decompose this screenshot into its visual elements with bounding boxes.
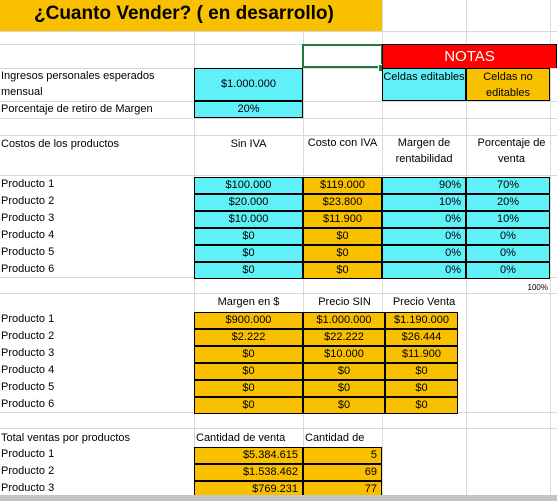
product-label: Producto 4	[1, 364, 55, 376]
margin-cell[interactable]: 0%	[382, 262, 466, 279]
margin-cell[interactable]: 10%	[382, 194, 466, 211]
margin-pesos-cell[interactable]: $900.000	[194, 312, 303, 329]
price-venta-cell[interactable]: $0	[385, 363, 458, 380]
selected-cell[interactable]	[302, 44, 383, 68]
margin-cell[interactable]: 90%	[382, 177, 466, 194]
product-label: Producto 3	[1, 347, 55, 359]
product-label: Producto 5	[1, 381, 55, 393]
margin-cell[interactable]: 0%	[382, 245, 466, 262]
sales-total-cell[interactable]: $769.231	[194, 481, 303, 498]
product-label: Producto 1	[1, 178, 55, 190]
header-precio-venta: Precio Venta	[392, 296, 456, 308]
sales-percent-cell[interactable]: 20%	[466, 194, 550, 211]
price-sin-cell[interactable]: $0	[303, 363, 385, 380]
price-sin-cell[interactable]: $10.000	[303, 346, 385, 363]
horizontal-scrollbar[interactable]	[0, 495, 557, 501]
cost-con-iva-cell[interactable]: $0	[303, 262, 382, 279]
sales-percent-cell[interactable]: 0%	[466, 262, 550, 279]
header-cantidad-venta: Cantidad de venta	[196, 432, 286, 444]
margin-pesos-cell[interactable]: $0	[194, 346, 303, 363]
margin-pesos-cell[interactable]: $0	[194, 380, 303, 397]
non-editable-legend[interactable]: Celdas no editables	[466, 68, 550, 101]
product-label: Producto 2	[1, 195, 55, 207]
product-label: Producto 2	[1, 465, 55, 477]
price-venta-cell[interactable]: $11.900	[385, 346, 458, 363]
row-divider	[0, 31, 557, 32]
price-venta-cell[interactable]: $0	[385, 380, 458, 397]
product-label: Producto 1	[1, 313, 55, 325]
cost-con-iva-cell[interactable]: $0	[303, 245, 382, 262]
sales-section-label: Total ventas por productos	[1, 432, 131, 444]
product-label: Producto 5	[1, 246, 55, 258]
price-venta-cell[interactable]: $0	[385, 397, 458, 414]
margin-input[interactable]: 20%	[194, 101, 303, 118]
cost-sin-iva-cell[interactable]: $0	[194, 262, 303, 279]
quantity-cell[interactable]: 77	[303, 481, 382, 498]
editable-legend[interactable]: Celdas editables	[382, 68, 466, 101]
cost-con-iva-cell[interactable]: $23.800	[303, 194, 382, 211]
cost-sin-iva-cell[interactable]: $100.000	[194, 177, 303, 194]
cost-sin-iva-cell[interactable]: $0	[194, 228, 303, 245]
income-label: Ingresos personales esperados mensual	[1, 70, 155, 98]
margin-pesos-cell[interactable]: $0	[194, 397, 303, 414]
row-divider	[0, 175, 557, 176]
cost-con-iva-cell[interactable]: $119.000	[303, 177, 382, 194]
margin-cell[interactable]: 0%	[382, 211, 466, 228]
cost-sin-iva-cell[interactable]: $10.000	[194, 211, 303, 228]
sales-total-cell[interactable]: $5.384.615	[194, 447, 303, 464]
price-sin-cell[interactable]: $1.000.000	[303, 312, 385, 329]
row-divider	[0, 118, 557, 119]
product-label: Producto 3	[1, 482, 55, 494]
product-label: Producto 1	[1, 448, 55, 460]
margin-pesos-cell[interactable]: $0	[194, 363, 303, 380]
sheet-title[interactable]: ¿Cuanto Vender? ( en desarrollo)	[0, 0, 382, 31]
sales-percent-cell[interactable]: 10%	[466, 211, 550, 228]
sales-percent-cell[interactable]: 0%	[466, 245, 550, 262]
price-sin-cell[interactable]: $22.222	[303, 329, 385, 346]
price-sin-cell[interactable]: $0	[303, 380, 385, 397]
header-porcentaje-venta: Porcentaje de venta	[477, 137, 546, 165]
margin-cell[interactable]: 0%	[382, 228, 466, 245]
percent-total: 100%	[527, 283, 548, 292]
cost-sin-iva-cell[interactable]: $20.000	[194, 194, 303, 211]
margin-pesos-cell[interactable]: $2.222	[194, 329, 303, 346]
header-costo-con-iva: Costo con IVA	[307, 137, 378, 149]
product-label: Producto 6	[1, 263, 55, 275]
sales-total-cell[interactable]: $1.538.462	[194, 464, 303, 481]
header-cantidad-de: Cantidad de	[305, 432, 365, 444]
quantity-cell[interactable]: 5	[303, 447, 382, 464]
cost-con-iva-cell[interactable]: $0	[303, 228, 382, 245]
quantity-cell[interactable]: 69	[303, 464, 382, 481]
margin-label: Porcentaje de retiro de Margen	[1, 103, 153, 115]
product-label: Producto 4	[1, 229, 55, 241]
cost-sin-iva-cell[interactable]: $0	[194, 245, 303, 262]
income-input[interactable]: $1.000.000	[194, 68, 303, 101]
header-sin-iva: Sin IVA	[230, 138, 267, 150]
column-divider	[550, 0, 551, 501]
header-margen-rentabilidad: Margen de rentabilidad	[395, 137, 453, 165]
row-divider	[0, 428, 557, 429]
product-label: Producto 2	[1, 330, 55, 342]
header-precio-sin: Precio SIN	[318, 296, 371, 308]
price-sin-cell[interactable]: $0	[303, 397, 385, 414]
sales-percent-cell[interactable]: 70%	[466, 177, 550, 194]
product-label: Producto 6	[1, 398, 55, 410]
price-venta-cell[interactable]: $1.190.000	[385, 312, 458, 329]
price-venta-cell[interactable]: $26.444	[385, 329, 458, 346]
header-margen-pesos: Margen en $	[217, 296, 280, 308]
cost-con-iva-cell[interactable]: $11.900	[303, 211, 382, 228]
costs-section-label: Costos de los productos	[1, 138, 120, 150]
product-label: Producto 3	[1, 212, 55, 224]
sales-percent-cell[interactable]: 0%	[466, 228, 550, 245]
notes-header[interactable]: NOTAS	[382, 44, 557, 68]
